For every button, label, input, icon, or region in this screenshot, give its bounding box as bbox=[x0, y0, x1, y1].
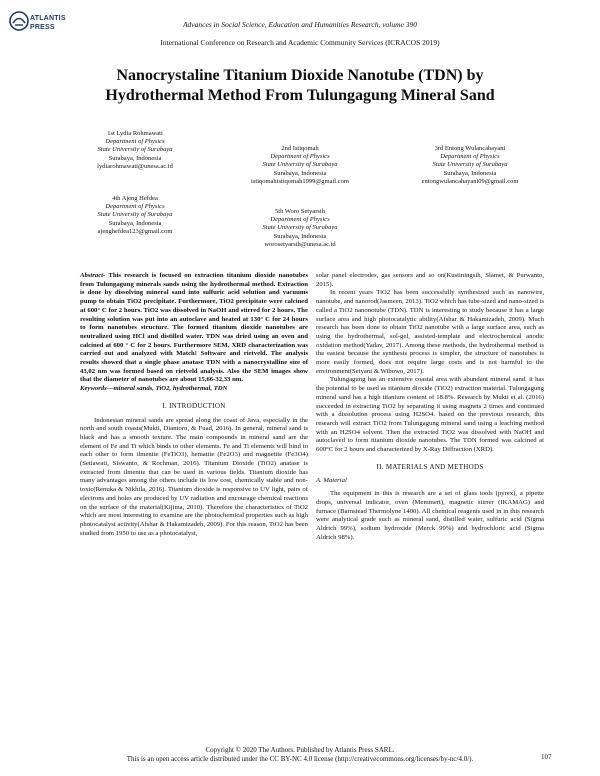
intro-continuation: solar panel electrodes, gas sensors and so on(Kustiningsih, Slamet, & Purwanto, 2015). bbox=[316, 272, 544, 288]
author-name: 1st Lydia Rohmawati bbox=[107, 130, 163, 137]
section-heading-materials: II. MATERIALS AND METHODS bbox=[376, 462, 484, 471]
right-column bbox=[316, 272, 544, 542]
keywords: Keywords—mineral sands, TiO2, hydrothermal, TDN bbox=[80, 385, 228, 393]
author-name: 3rd Entong Wulancahayani bbox=[434, 145, 506, 152]
author-3 bbox=[400, 145, 540, 186]
author-uni: State University of Surabaya bbox=[262, 224, 338, 232]
author-city: Surabaya, Indonesia bbox=[443, 169, 497, 177]
abstract-lead: Abstract- bbox=[80, 272, 106, 279]
journal-header: Advances in Social Science, Education and Humanities Research, volume 390 bbox=[182, 20, 418, 29]
author-name: 5th Woro Setyarsih bbox=[275, 208, 325, 215]
title-line2: Hydrothermal Method From Tulungagung Mineral Sand bbox=[105, 87, 495, 104]
author-dept: Department of Physics bbox=[440, 153, 500, 161]
page-footer bbox=[0, 746, 600, 764]
author-dept: Department of Physics bbox=[270, 216, 330, 224]
publisher-line1: ATLANTIS bbox=[30, 15, 66, 22]
author-city: Surabaya, Indonesia bbox=[273, 232, 327, 240]
intro-paragraph: Indonesian mineral sands are spread along the coast of Java, especially in the north and south coasts(Mukti, Diantoro, & Fuad, 2016). In general, mineral sand is black and has a smooth texture. The main compounds in mineral sand are the element of Fe and Ti which binds to other elements. Fe and Ti elements will bind to each other to form ilmenite (FeTiO3), hematite (Fe2O3) and magnetite (Fe3O4)(Setiawati, Siswanto, & Rochman, 2016). Titanium Dioxide (TiO2) anatase is extracted from ilmenite that can be used in various fields. Titanium dioxide has many advantages among the others include its low cost, chemically stable and non-toxic(Renuka & Nikhila, 2016). Titanium dioxide is responsive to UV light, pairs of electrons and holes are produced by UV radiation and encourage chemical reactions on the surface of the material(Kijima, 2010). Therefore the characteristics of TiO2 which are most interesting to examine are the photochemical properties such as high photocatalyst activity(Afshar & Hakamizadeh, 2009). For this reason, TiO2 has been studied from 1950 to use as a photocatalyst, bbox=[80, 416, 308, 537]
author-city: Surabaya, Indonesia bbox=[108, 154, 162, 162]
author-dept: Department of Physics bbox=[270, 153, 330, 161]
subsection-heading-material: A. Material bbox=[316, 477, 347, 485]
abstract bbox=[80, 272, 308, 385]
title-line1: Nanocrystaline Titanium Dioxide Nanotube (TDN) by bbox=[116, 67, 484, 84]
author-2 bbox=[230, 145, 370, 186]
author-email: ajenghefdea123@gmail.com bbox=[97, 227, 173, 235]
copyright-line: Copyright © 2020 The Authors. Published by Atlantis Press SARL. bbox=[205, 746, 395, 754]
license-line: This is an open access article distributed under the CC BY-NC 4.0 license (http://creativecommons.org/licenses/by-nc/4.0/). bbox=[126, 755, 474, 763]
author-email: worosetyarsih@unesa.ac.id bbox=[264, 240, 336, 248]
author-uni: State University of Surabaya bbox=[432, 161, 508, 169]
author-5 bbox=[230, 208, 370, 249]
abstract-body: This research is focused on extraction titanium dioxide nanotubes from Tulungagung minerals sands using the hydrothermal method. Extraction is done by dissolving mineral sand into sulfuric acid solution and vacuums pump to obtain TiO2 precipitate. Furthermore, TiO2 precipitate were calcined at 600° C for 2 hours. TiO2 was dissolved in NaOH and stirred for 2 hours. The resulting solution was put into an autoclave and heated at 130° C for 24 hours to form nanotubes structure. The formed titanium dioxide nanotubes are neutralized using HCl and distilled water. TDN was dried using an oven and calcined at 600 ° C for 2 hours. Furthermore SEM, XRD characterization was carried out and analyzed with Match! Software and rietveld. The analysis results showed that a single phase anatase TDN with a nanocrystalline size of 43,02 nm was formed based on rietveld analysis. Also the SEM images show that the diameter of nanotubes are about 15,66-32,33 nm. bbox=[80, 272, 308, 384]
publisher-line2: PRESS bbox=[30, 24, 55, 31]
author-4 bbox=[80, 195, 190, 236]
page-number: 107 bbox=[541, 753, 552, 761]
left-column bbox=[80, 272, 308, 538]
author-dept: Department of Physics bbox=[105, 138, 165, 146]
material-paragraph: The equipment in this is research are a set of glass tools (pyrex), a pipette drops, universal indicator, oven (Memmert), magnetic stirrer (IKAMAG) and furnace (Barnstead Thermolyne 1400). All chemical reagents used in in this research were analytical grade such as mineral sand, distilled water, sulfuric acid (Sigma Aldrich 99%), sodium hydroxide (Merck 99%) and hydrochloric acid (Sigma Aldrich 98%). bbox=[316, 490, 544, 541]
author-name: 2nd Istiqomah bbox=[281, 145, 319, 152]
author-name: 4th Ajeng Hefdea bbox=[112, 195, 158, 202]
conference-header: International Conference on Research and Academic Community Services (ICRACOS 2019) bbox=[160, 38, 440, 47]
author-email: lydiarohmawati@unesa.ac.id bbox=[97, 162, 173, 170]
section-heading-introduction: I. INTRODUCTION bbox=[162, 401, 226, 410]
paper-title bbox=[60, 66, 540, 106]
author-email: istiqomahistiqomah1999@gmail.com bbox=[251, 177, 349, 185]
author-city: Surabaya, Indonesia bbox=[273, 169, 327, 177]
author-email: entongwulancahayani09@gmail.com bbox=[421, 177, 519, 185]
intro-paragraph-3: Tulungagung has an extensive coastal area with abundant mineral sand. it has the potential to be used as titanium dioxide (TiO2) extraction material. Tulungagung mineral sand has a high titanium content of 18.8%. Research by Mukti et al. (2016) succeeded in extracting TiO2 by separating it using magnets 2 times and continued with a dissolution process using H2SO4. based on the previous research, this research will extract TiO2 from Tulungagung mineral sand using a leaching method with an H2SO4 solvent. Then the extracted TiO2 was dissolved with NaOH and autoclaved to form titanium dioxide nanotubes. The TDN formed was calcined at 600°C for 2 hours and characterized by X-Ray Diffraction (XRD). bbox=[316, 376, 544, 454]
author-uni: State University of Surabaya bbox=[262, 161, 338, 169]
intro-paragraph-2: In recent years TiO2 has been successfully synthesized such as nanowire, nanotube, and nanorod(Jasmeen, 2013). TiO2 which has tube-sized and nano-sized is called a TiO2 nanonotube (TDN). TDN is interesting to study because it has a large surface area and high photocatalytic ability(Afshar & Hakamizadeh, 2009). Much research has been done to obtain TiO2 nanotube with a large surface area, such as using the hydrothermal, sol-gel, assisted-template and electrochemical anodic oxidation method(Yadav, 2017). Among these methods, the hydrothermal method is the easiest because the synthesis process is simpler, the structure of nanotubes is more easily formed, does not require large costs and is not harmful to the environment(Setyani & Wibowo, 2017). bbox=[316, 289, 544, 375]
author-uni: State University of Surabaya bbox=[97, 211, 173, 219]
author-dept: Department of Physics bbox=[105, 203, 165, 211]
author-1 bbox=[80, 130, 190, 171]
author-city: Surabaya, Indonesia bbox=[108, 219, 162, 227]
author-uni: State University of Surabaya bbox=[97, 146, 173, 154]
